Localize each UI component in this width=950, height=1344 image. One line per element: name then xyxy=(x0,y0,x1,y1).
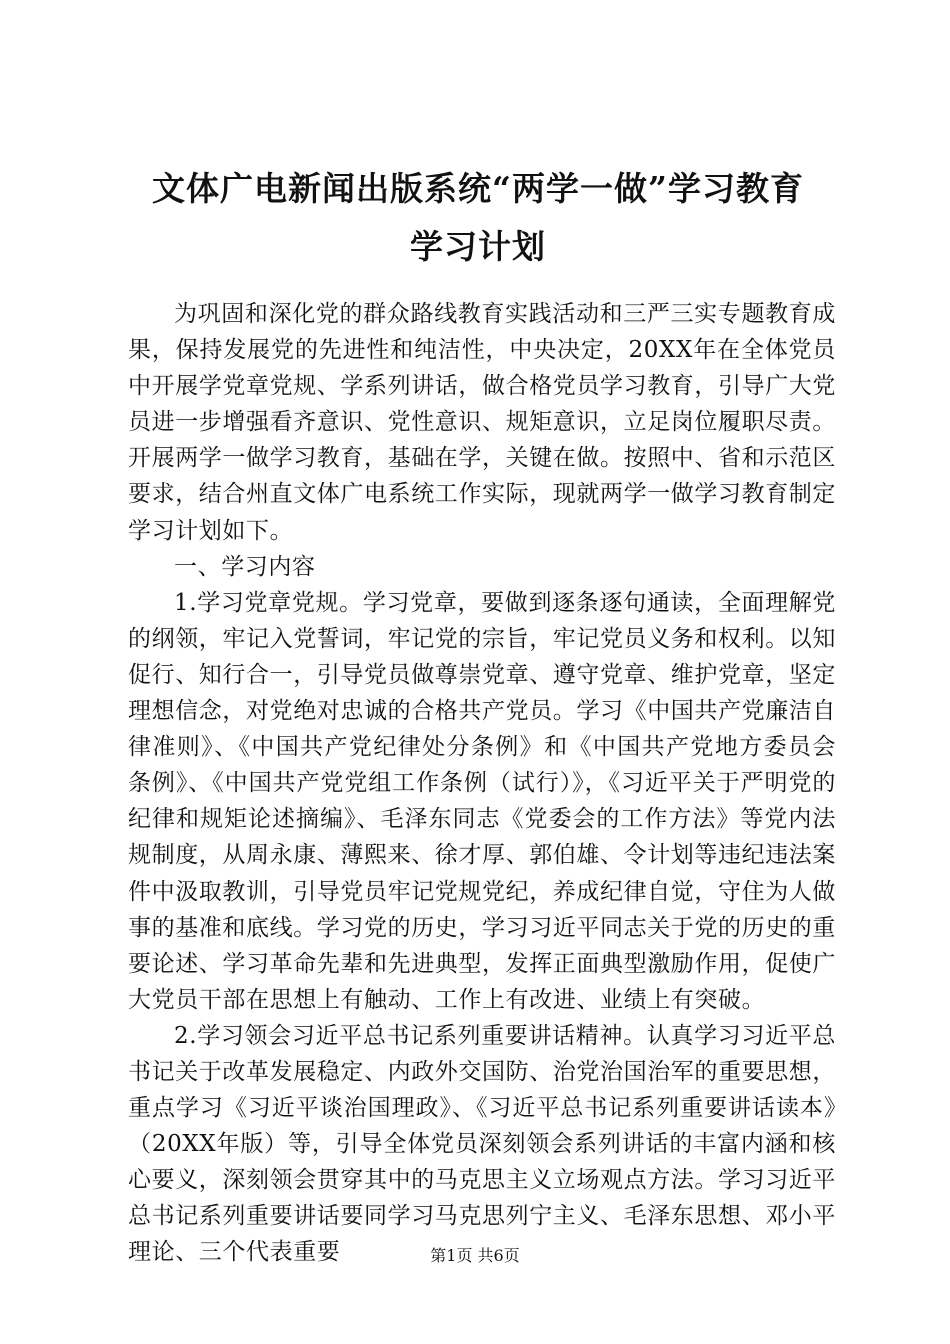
title-line-2: 学习计划 xyxy=(410,227,546,266)
title-line-1: 文体广电新闻出版系统“两学一做”学习教育 xyxy=(152,169,804,208)
document-title xyxy=(120,160,836,276)
document-body xyxy=(128,296,836,1271)
paragraph-item-1: 1.学习党章党规。学习党章，要做到逐条逐句通读，全面理解党的纲领，牢记入党誓词，牢记党的宗旨，牢记党员义务和权利。以知促行、知行合一，引导党员做尊崇党章、遵守党章、维护党章，坚定理想信念，对党绝对忠诚的合格共产党员。学习《中国共产党廉洁自律准则》、《中国共产党纪律处分条例》和《中国共产党地方委员会条例》、《中国共产党党组工作条例（试行）》，《习近平关于严明党的纪律和规矩论述摘编》、毛泽东同志《党委会的工作方法》等党内法规制度，从周永康、薄熙来、徐才厚、郭伯雄、令计划等违纪违法案件中汲取教训，引导党员牢记党规党纪，养成纪律自觉，守住为人做事的基准和底线。学习党的历史，学习习近平同志关于党的历史的重要论述、学习革命先辈和先进典型，发挥正面典型激励作用，促使广大党员干部在思想上有触动、工作上有改进、业绩上有突破。 xyxy=(128,589,836,1013)
paragraph-intro: 为巩固和深化党的群众路线教育实践活动和三严三实专题教育成果，保持发展党的先进性和纯洁性，中央决定，20XX年在全体党员中开展学党章党规、学系列讲话，做合格党员学习教育，引导广大党员进一步增强看齐意识、党性意识、规矩意识，立足岗位履职尽责。开展两学一做学习教育，基础在学，关键在做。按照中、省和示范区要求，结合州直文体广电系统工作实际，现就两学一做学习教育制定学习计划如下。 xyxy=(128,301,836,544)
page-footer: 第1页 共6页 xyxy=(430,1246,520,1265)
section-heading: 一、学习内容 xyxy=(174,553,316,580)
paragraph-item-2: 2.学习领会习近平总书记系列重要讲话精神。认真学习习近平总书记关于改革发展稳定、内政外交国防、治党治国治军的重要思想，重点学习《习近平谈治国理政》、《习近平总书记系列重要讲话读本》（20XX年版）等，引导全体党员深刻领会系列讲话的丰富内涵和核心要义，深刻领会贯穿其中的马克思主义立场观点方法。学习习近平总书记系列重要讲话要同学习马克思列宁主义、毛泽东思想、邓小平理论、三个代表重要 xyxy=(128,1022,836,1266)
